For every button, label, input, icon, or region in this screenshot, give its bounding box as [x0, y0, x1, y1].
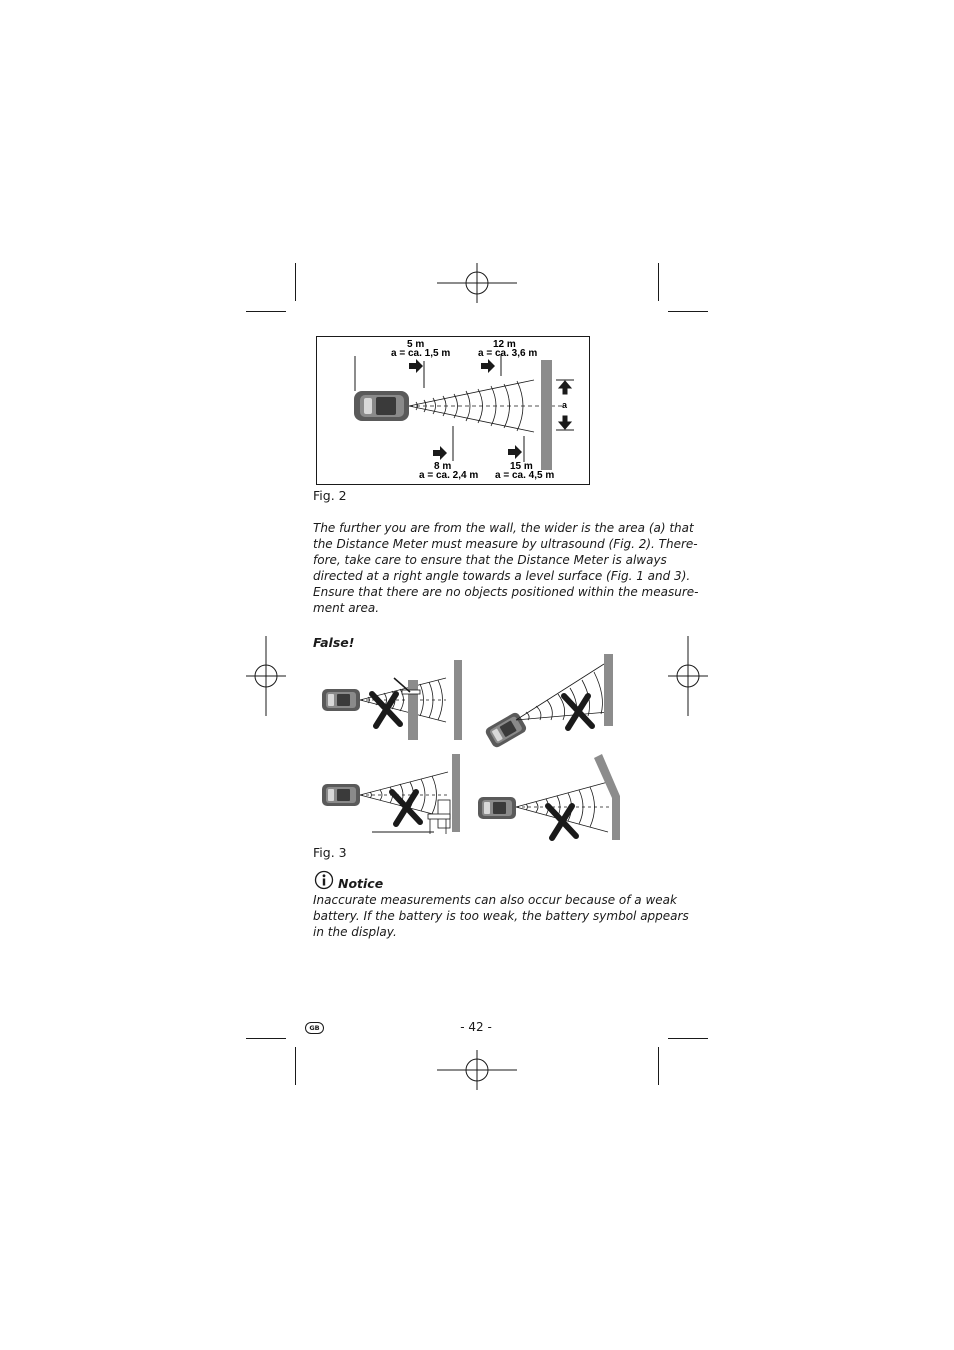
wrong-example-object-in-area [322, 754, 460, 834]
paragraph-line: directed at a right angle towards a level surface (Fig. 1 and 3). [313, 569, 691, 583]
figure-2-caption: Fig. 2 [313, 488, 347, 503]
paragraph-line: The further you are from the wall, the wider is the area (a) that [313, 521, 694, 535]
notice-line: in the display. [313, 925, 397, 939]
label-8m: 8 m [434, 461, 452, 472]
page-number: - 42 - [460, 1020, 492, 1034]
registration-mark-top [437, 263, 517, 303]
crop-mark [658, 263, 659, 301]
registration-mark-bottom [437, 1050, 517, 1090]
false-mark-icon [372, 694, 400, 726]
crop-mark [668, 311, 708, 312]
label-5m: 5 m [407, 339, 425, 350]
notice-line: battery. If the battery is too weak, the battery symbol appears [313, 909, 689, 923]
figure-3-diagram [316, 650, 626, 842]
wrong-example-obstacle [322, 660, 462, 740]
paragraph-line: the Distance Meter must measure by ultrasound (Fig. 2). There- [313, 537, 698, 551]
wrong-example-angled-wall [478, 754, 620, 840]
label-a-8m: a = ca. 2,4 m [419, 470, 479, 481]
crop-mark [295, 1047, 296, 1085]
label-12m: 12 m [493, 339, 516, 350]
false-mark-icon [392, 792, 420, 824]
paragraph-line: Ensure that there are no objects positioned within the measure- [313, 585, 699, 599]
crop-mark [246, 311, 286, 312]
registration-mark-right [668, 636, 708, 716]
crop-mark [295, 263, 296, 301]
label-a-15m: a = ca. 4,5 m [495, 470, 555, 481]
notice-line: Inaccurate measurements can also occur because of a weak [313, 893, 677, 907]
crop-mark [668, 1038, 708, 1039]
false-mark-icon [564, 696, 592, 728]
language-badge: GB [305, 1022, 324, 1034]
label-15m: 15 m [510, 461, 533, 472]
wall [541, 360, 552, 470]
crop-mark [658, 1047, 659, 1085]
crop-mark [246, 1038, 286, 1039]
wrong-example-angled [484, 654, 613, 749]
label-a-5m: a = ca. 1,5 m [391, 348, 451, 359]
info-icon [314, 870, 334, 890]
notice-title: Notice [338, 876, 384, 891]
paragraph-line: ment area. [313, 601, 380, 615]
paragraph-line: fore, take care to ensure that the Distance Meter is always [313, 553, 667, 567]
false-heading: False! [313, 635, 355, 650]
label-a-12m: a = ca. 3,6 m [478, 348, 538, 359]
figure-2-diagram [316, 336, 590, 485]
distance-meter-device [354, 391, 409, 421]
label-area-a: a [562, 400, 568, 410]
registration-mark-left [246, 636, 286, 716]
figure-3-caption: Fig. 3 [313, 845, 347, 860]
notice-text [313, 892, 689, 940]
body-paragraph [313, 520, 699, 616]
